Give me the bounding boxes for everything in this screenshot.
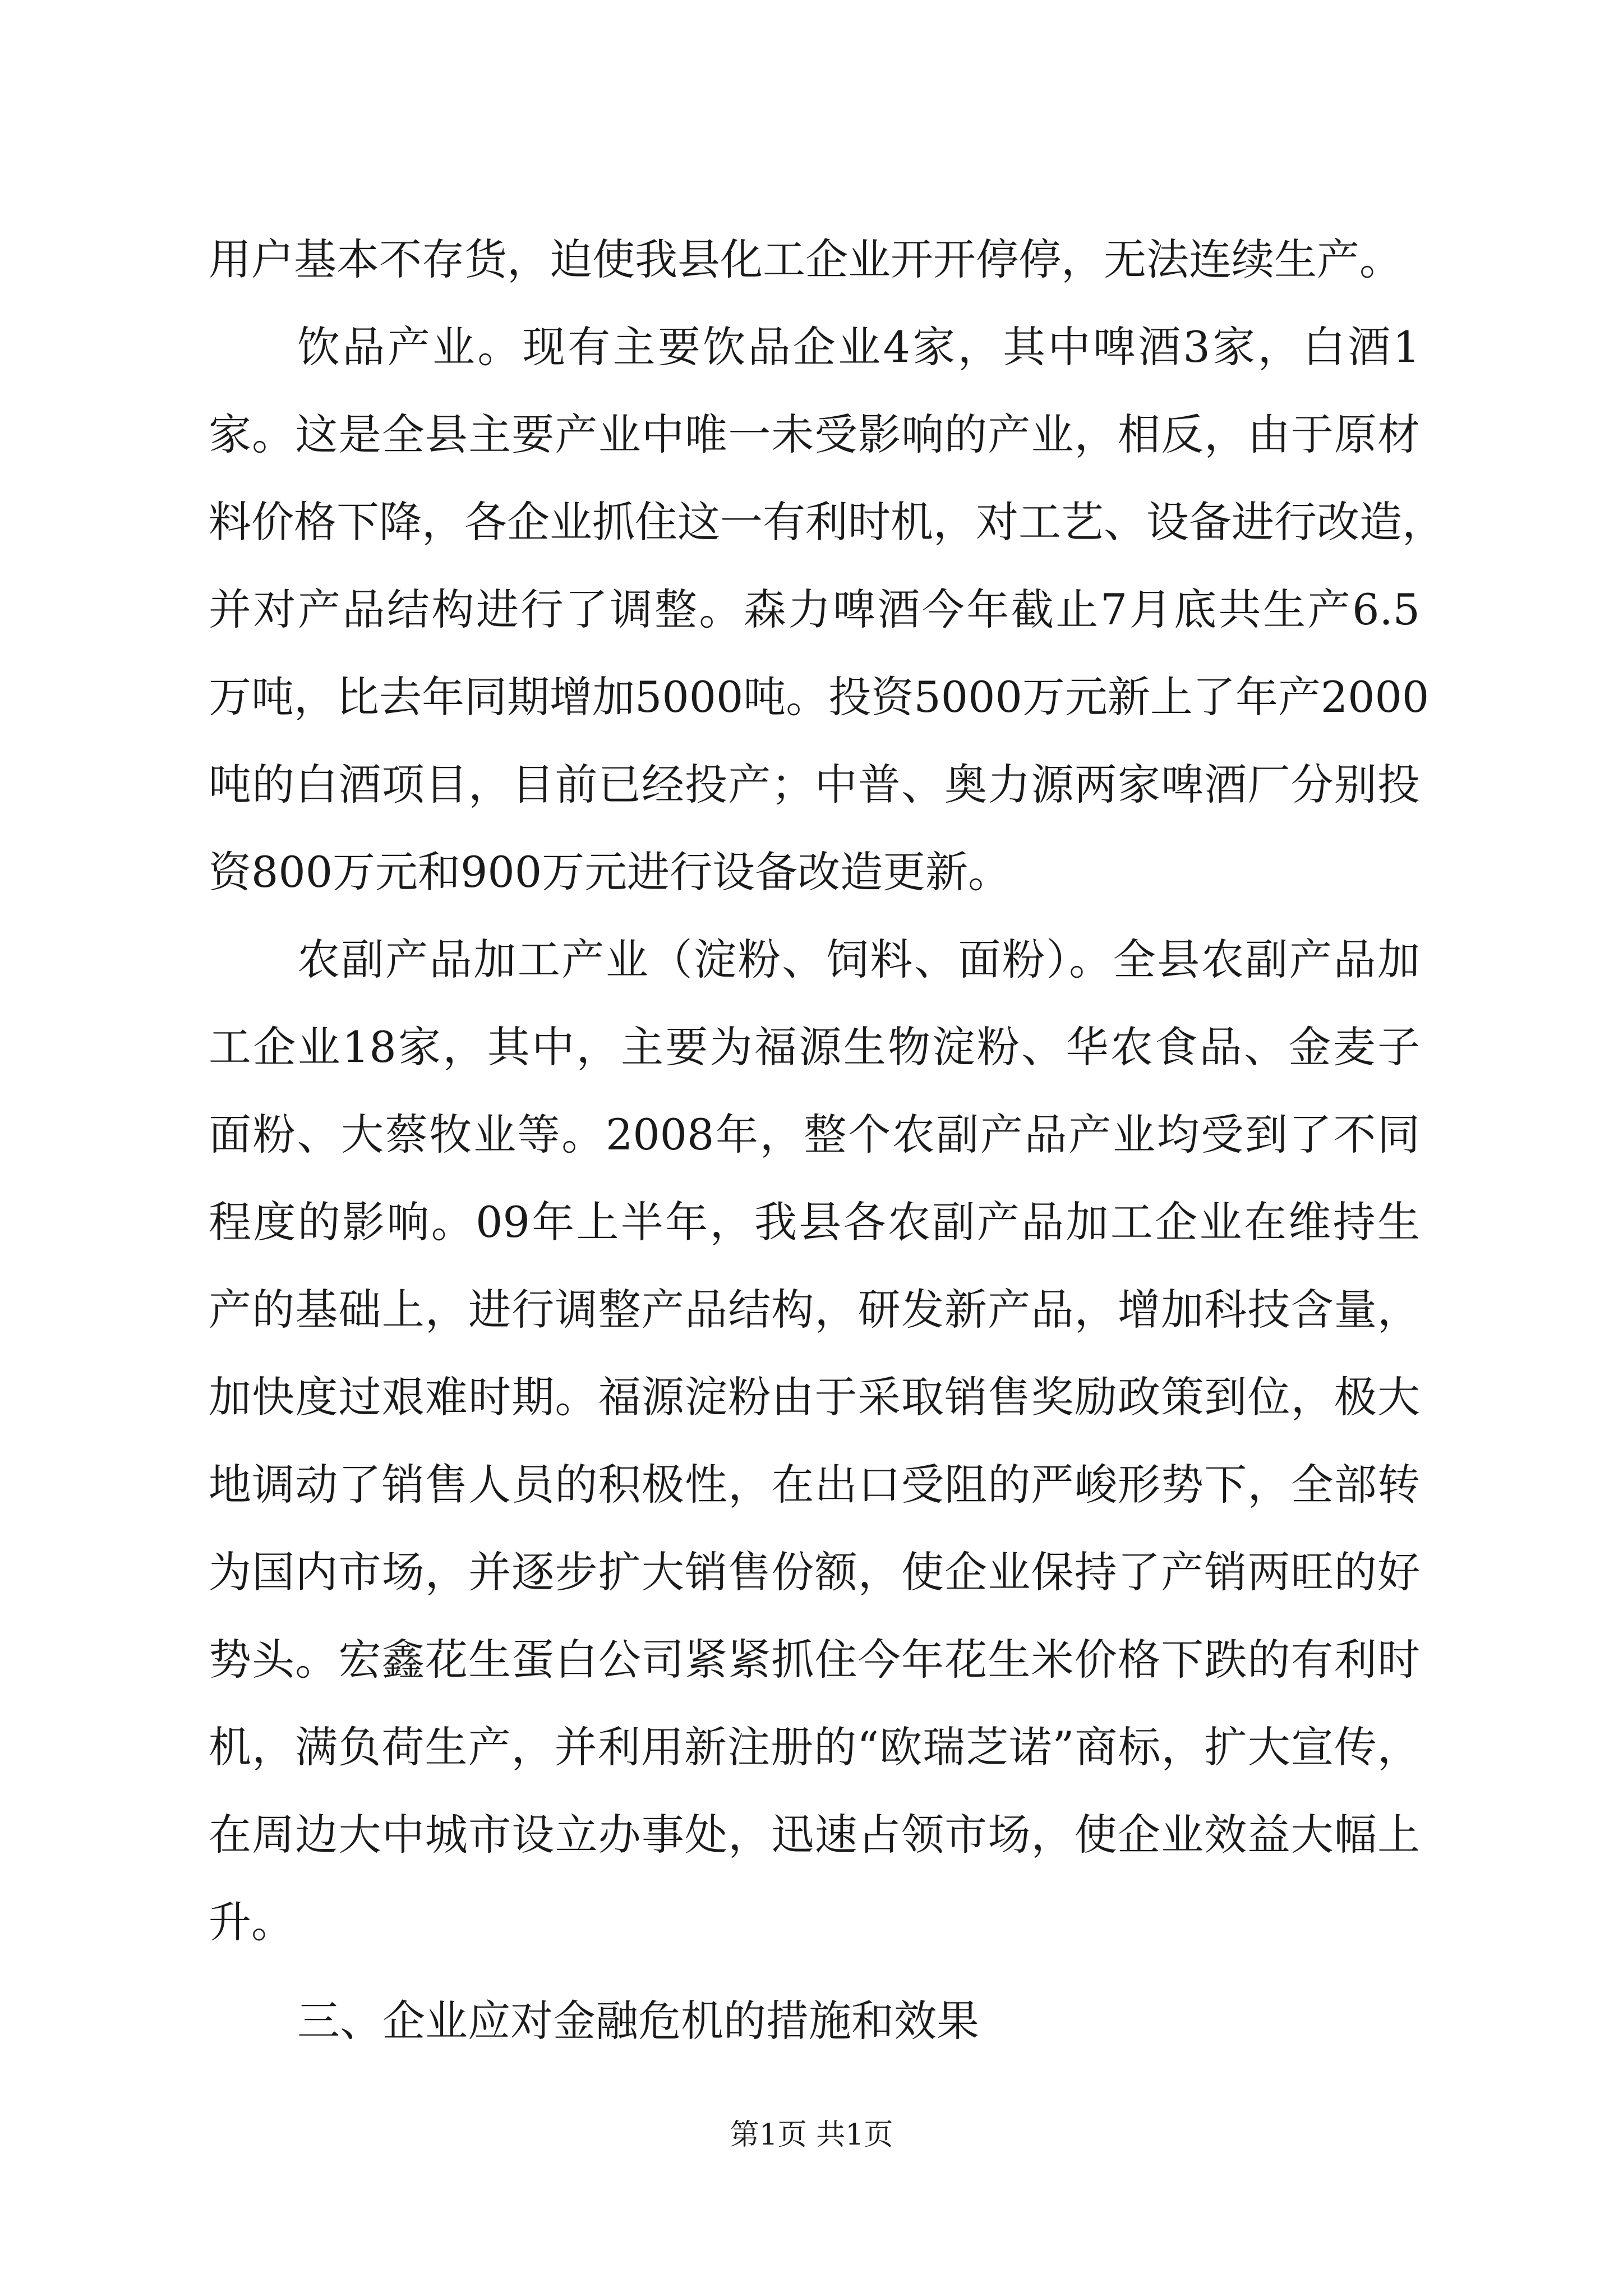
text-line: 用户基本不存货，迫使我县化工企业开开停停，无法连续生产。 [209,234,1402,284]
paragraph-beverage-industry [209,322,1445,935]
text-line: 面粉、大蔡牧业等。2008年，整个农副产品产业均受到了不同 [209,1110,1420,1159]
page-footer [0,2118,1623,2152]
text-line: 程度的影响。09年上半年，我县各农副产品加工企业在维持生 [209,1197,1420,1247]
text-line: 地调动了销售人员的积极性，在出口受阻的严峻形势下，全部转 [209,1460,1420,1510]
text-line: 工企业18家，其中，主要为福源生物淀粉、华农食品、金麦子 [209,1022,1420,1072]
text-line: 加快度过艰难时期。福源淀粉由于采取销售奖励政策到位，极大 [209,1372,1420,1422]
text-line: 产的基础上，进行调整产品结构，研发新产品，增加科技含量， [209,1285,1420,1335]
text-line: 万吨，比去年同期增加5000吨。投资5000万元新上了年产2000 [209,672,1430,722]
text-line: 资800万元和900万元进行设备改造更新。 [209,847,1011,897]
text-line: 并对产品结构进行了调整。森力啤酒今年截止7月底共生产6.5 [209,585,1420,634]
paragraph-continuation [209,234,1420,322]
text-line: 势头。宏鑫花生蛋白公司紧紧抓住今年花生米价格下跌的有利时 [209,1635,1420,1685]
paragraph-agri-processing [209,935,1420,1985]
text-line: 农副产品加工产业（淀粉、饲料、面粉）。全县农副产品加 [297,935,1420,984]
section-heading [209,1996,1420,2083]
page-number-label: 第1页 共1页 [730,2118,893,2152]
text-line: 在周边大中城市设立办事处，迅速占领市场，使企业效益大幅上 [209,1810,1420,1860]
text-line: 料价格下降，各企业抓住这一有利时机，对工艺、设备进行改造， [209,497,1445,547]
document-body [209,234,1445,2083]
text-line: 家。这是全县主要产业中唯一未受影响的产业，相反，由于原材 [209,409,1420,459]
heading-line: 三、企业应对金融危机的措施和效果 [297,1996,979,2046]
text-line: 饮品产业。现有主要饮品企业4家，其中啤酒3家，白酒1 [297,322,1420,372]
text-line: 机，满负荷生产，并利用新注册的“欧瑞芝诺”商标，扩大宣传， [209,1722,1420,1772]
text-line: 升。 [209,1897,294,1947]
text-line: 为国内市场，并逐步扩大销售份额，使企业保持了产销两旺的好 [209,1547,1420,1597]
text-line: 吨的白酒项目，目前已经投产；中普、奥力源两家啤酒厂分别投 [209,760,1420,809]
